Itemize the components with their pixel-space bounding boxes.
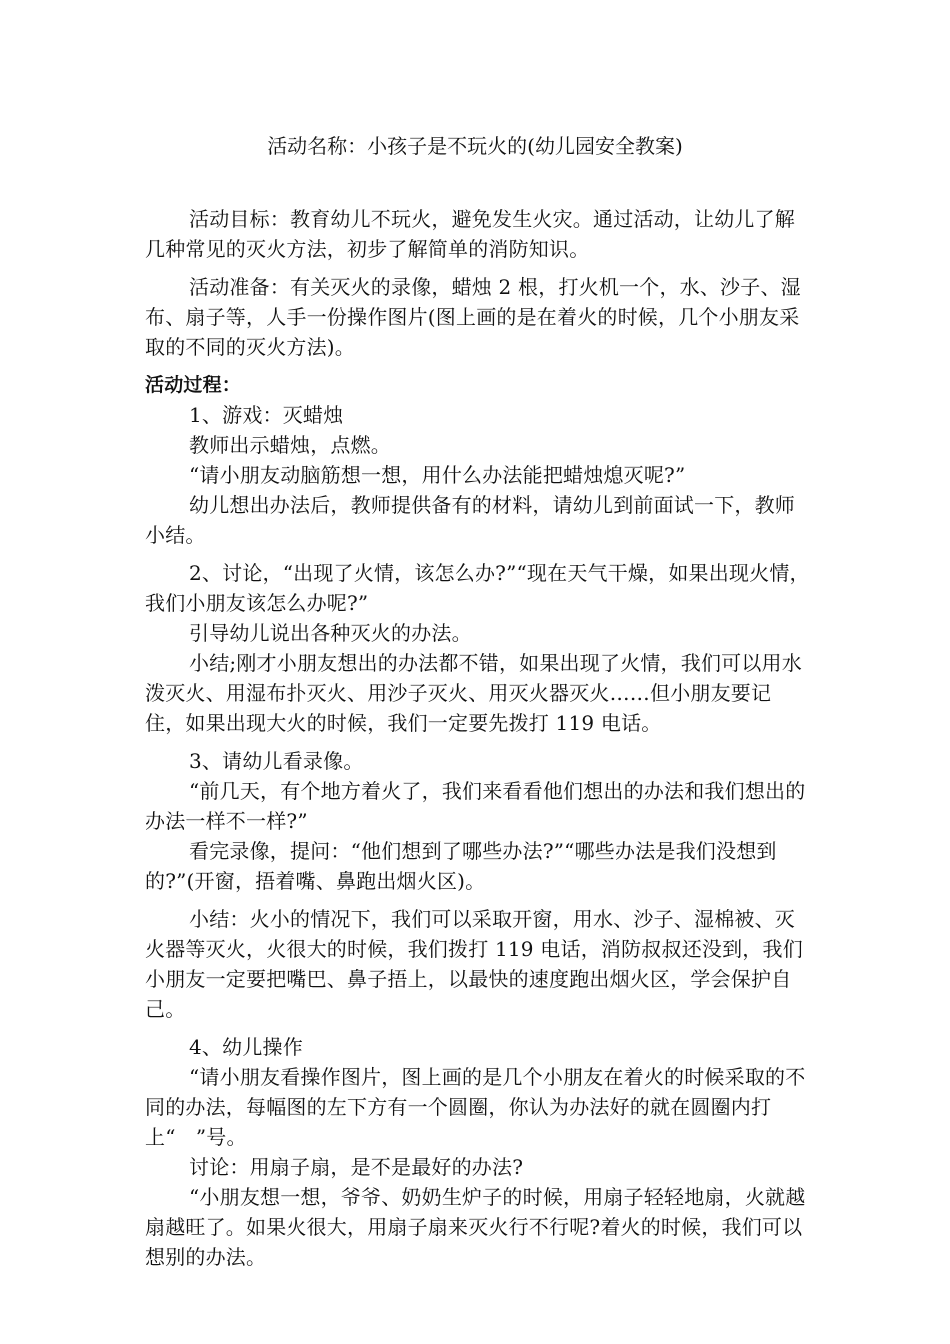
step4-line3: “小朋友想一想，爷爷、奶奶生炉子的时候，用扇子轻轻地扇，火就越扇越旺了。如果火很大，用扇子扇来灭火行不行呢?着火的时候，我们可以想别的办法。	[145, 1185, 806, 1269]
process-heading: 活动过程：	[145, 374, 242, 396]
activity-preparation: 活动准备：有关灭火的录像，蜡烛 2 根，打火机一个，水、沙子、湿布、扇子等，人手一份操作图片(图上画的是在着火的时候，几个小朋友采取的不同的灭火方法)。	[145, 275, 801, 359]
step4-title: 4、幼儿操作	[189, 1035, 303, 1059]
step2-title: 2、讨论，“出现了火情，该怎么办?”“现在天气干燥，如果出现火情，我们小朋友该怎么办呢?”	[145, 561, 810, 615]
step3-title: 3、请幼儿看录像。	[189, 749, 364, 773]
step1-title: 1、游戏：灭蜡烛	[189, 403, 344, 427]
step3-summary: 小结：火小的情况下，我们可以采取开窗，用水、沙子、湿棉被、灭火器等灭火，火很大的时候，我们拨打 119 电话，消防叔叔还没到，我们小朋友一定要把嘴巴、鼻子捂上，以最快的速度跑出烟火区，学会保护自己。	[145, 907, 803, 1021]
step3-line2: 看完录像，提问：“他们想到了哪些办法?”“哪些办法是我们没想到的?”(开窗，捂着嘴、鼻跑出烟火区)。	[145, 839, 777, 893]
activity-goal: 活动目标：教育幼儿不玩火，避免发生火灾。通过活动，让幼儿了解几种常见的灭火方法，初步了解简单的消防知识。	[145, 207, 795, 261]
document-title: 活动名称：小孩子是不玩火的(幼儿园安全教案)	[267, 134, 683, 158]
step1-line2: “请小朋友动脑筋想一想，用什么办法能把蜡烛熄灭呢?”	[189, 463, 686, 487]
step4-line1: “请小朋友看操作图片，图上画的是几个小朋友在着火的时候采取的不同的办法，每幅图的左下方有一个圆圈，你认为办法好的就在圆圈内打上“ ”号。	[145, 1065, 806, 1149]
step1-line3: 幼儿想出办法后，教师提供备有的材料，请幼儿到前面试一下，教师小结。	[145, 493, 795, 547]
step1-line1: 教师出示蜡烛，点燃。	[189, 433, 391, 457]
step2-summary: 小结;刚才小朋友想出的办法都不错，如果出现了火情，我们可以用水泼灭火、用湿布扑灭火、用沙子灭火、用灭火器灭火……但小朋友要记住，如果出现大火的时候，我们一定要先拨打 119 电话。	[145, 651, 802, 735]
step3-line1: “前几天，有个地方着火了，我们来看看他们想出的办法和我们想出的办法一样不一样?”	[145, 779, 806, 833]
document-body	[145, 204, 810, 1272]
step4-line2: 讨论：用扇子扇，是不是最好的办法?	[189, 1155, 524, 1179]
step2-line1: 引导幼儿说出各种灭火的办法。	[189, 621, 472, 645]
